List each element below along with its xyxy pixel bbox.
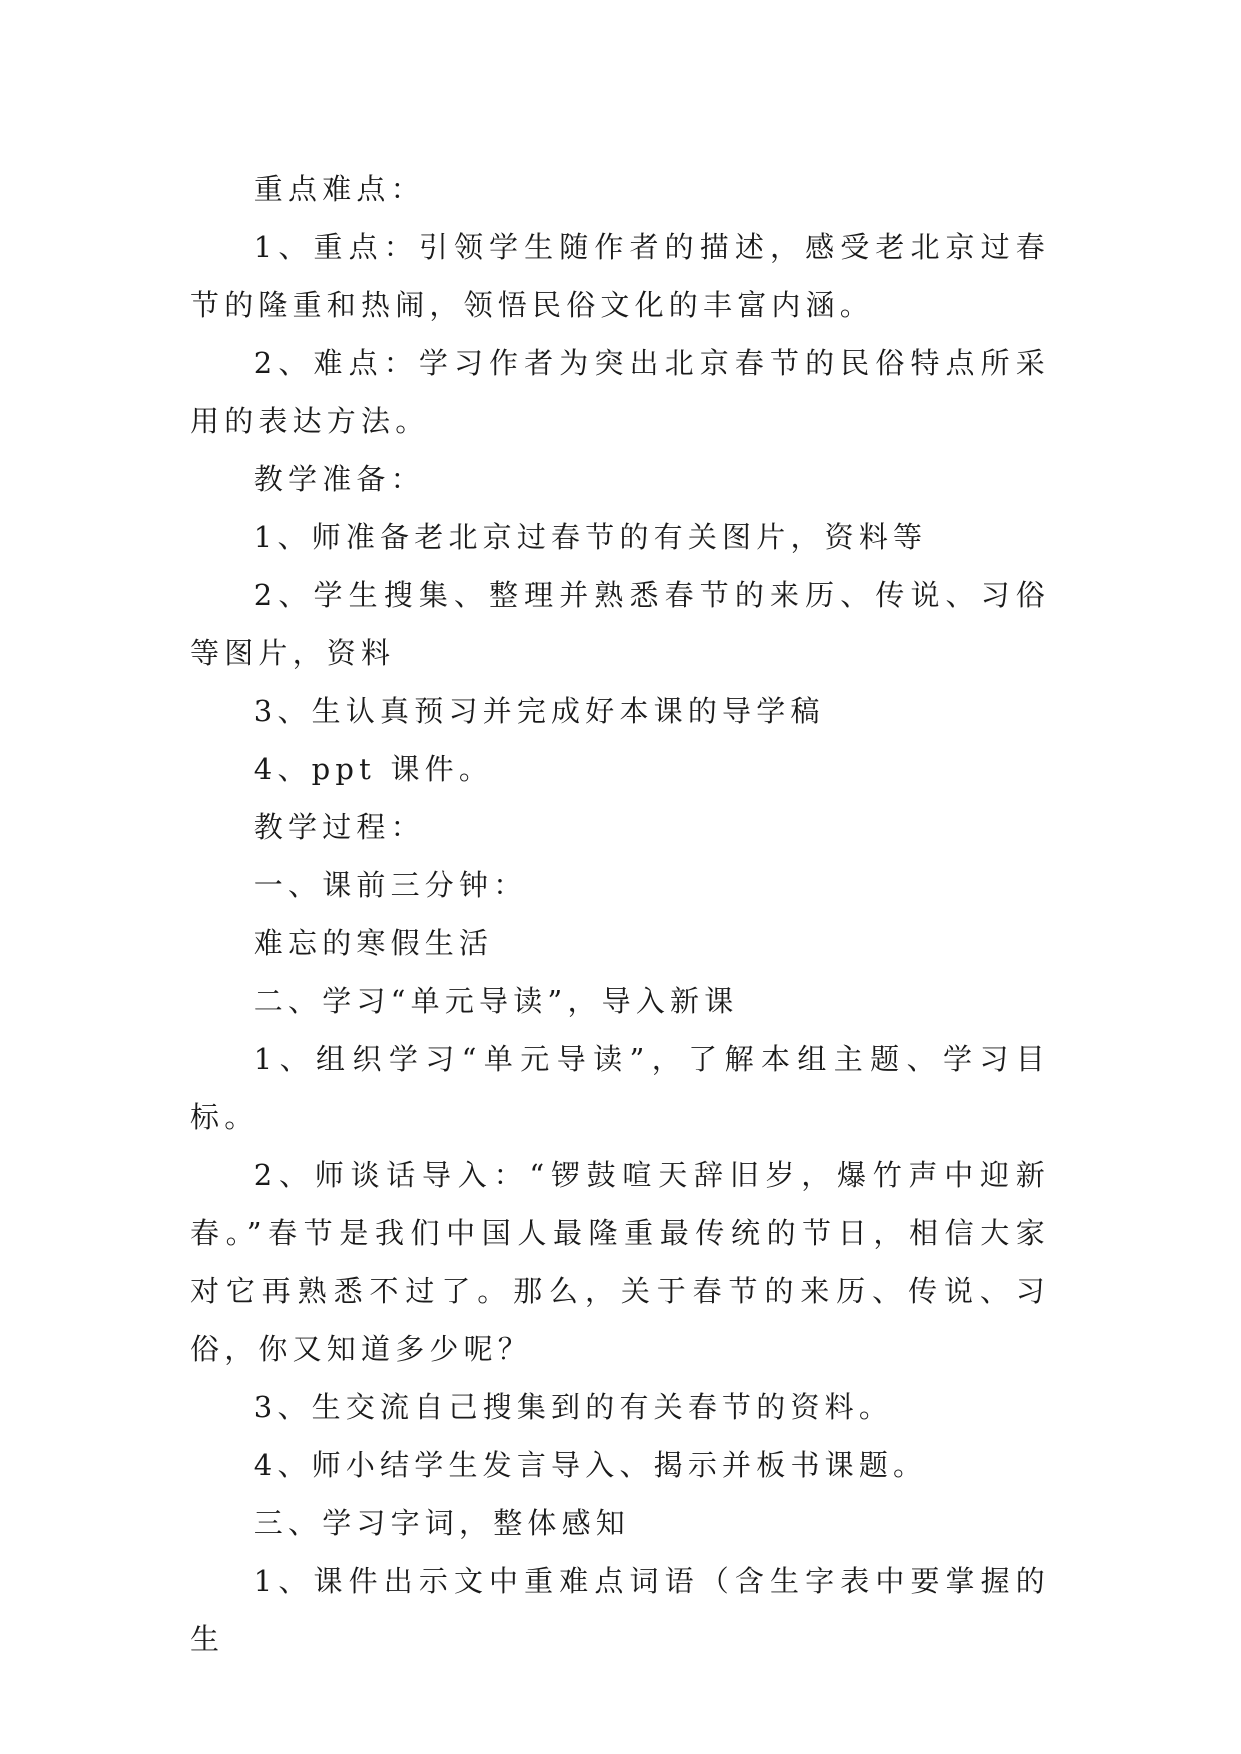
paragraph-key-point: 1、重点：引领学生随作者的描述，感受老北京过春节的隆重和热闹，领悟民俗文化的丰富内涵。 xyxy=(190,230,1050,322)
paragraph-preparation-2: 2、学生搜集、整理并熟悉春节的来历、传说、习俗等图片，资料 xyxy=(190,578,1050,670)
document-body xyxy=(190,160,1050,1668)
paragraph-step-one: 一、课前三分钟： xyxy=(253,868,528,902)
paragraph-step-two-3: 3、生交流自己搜集到的有关春节的资料。 xyxy=(253,1390,894,1424)
paragraph-preparation-4: 4、ppt 课件。 xyxy=(253,752,494,786)
section-heading-preparation: 教学准备： xyxy=(253,462,425,496)
paragraph-step-three-1: 1、课件出示文中重难点词语（含生字表中要掌握的生 xyxy=(190,1564,1050,1656)
section-heading-process: 教学过程： xyxy=(253,810,425,844)
paragraph-winter-vacation: 难忘的寒假生活 xyxy=(253,926,494,960)
paragraph-step-two-2: 2、师谈话导入：“锣鼓喧天辞旧岁，爆竹声中迎新春。”春节是我们中国人最隆重最传统的节日，相信大家对它再熟悉不过了。那么，关于春节的来历、传说、习俗，你又知道多少呢？ xyxy=(190,1158,1050,1366)
paragraph-difficult-point: 2、难点：学习作者为突出北京春节的民俗特点所采用的表达方法。 xyxy=(190,346,1050,438)
paragraph-step-two-4: 4、师小结学生发言导入、揭示并板书课题。 xyxy=(253,1448,928,1482)
paragraph-step-two: 二、学习“单元导读”，导入新课 xyxy=(253,984,739,1018)
paragraph-step-three: 三、学习字词，整体感知 xyxy=(253,1506,630,1540)
paragraph-preparation-1: 1、师准备老北京过春节的有关图片，资料等 xyxy=(253,520,928,554)
paragraph-step-two-1: 1、组织学习“单元导读”，了解本组主题、学习目标。 xyxy=(190,1042,1050,1134)
paragraph-preparation-3: 3、生认真预习并完成好本课的导学稿 xyxy=(253,694,825,728)
section-heading-key-points: 重点难点： xyxy=(253,172,425,206)
